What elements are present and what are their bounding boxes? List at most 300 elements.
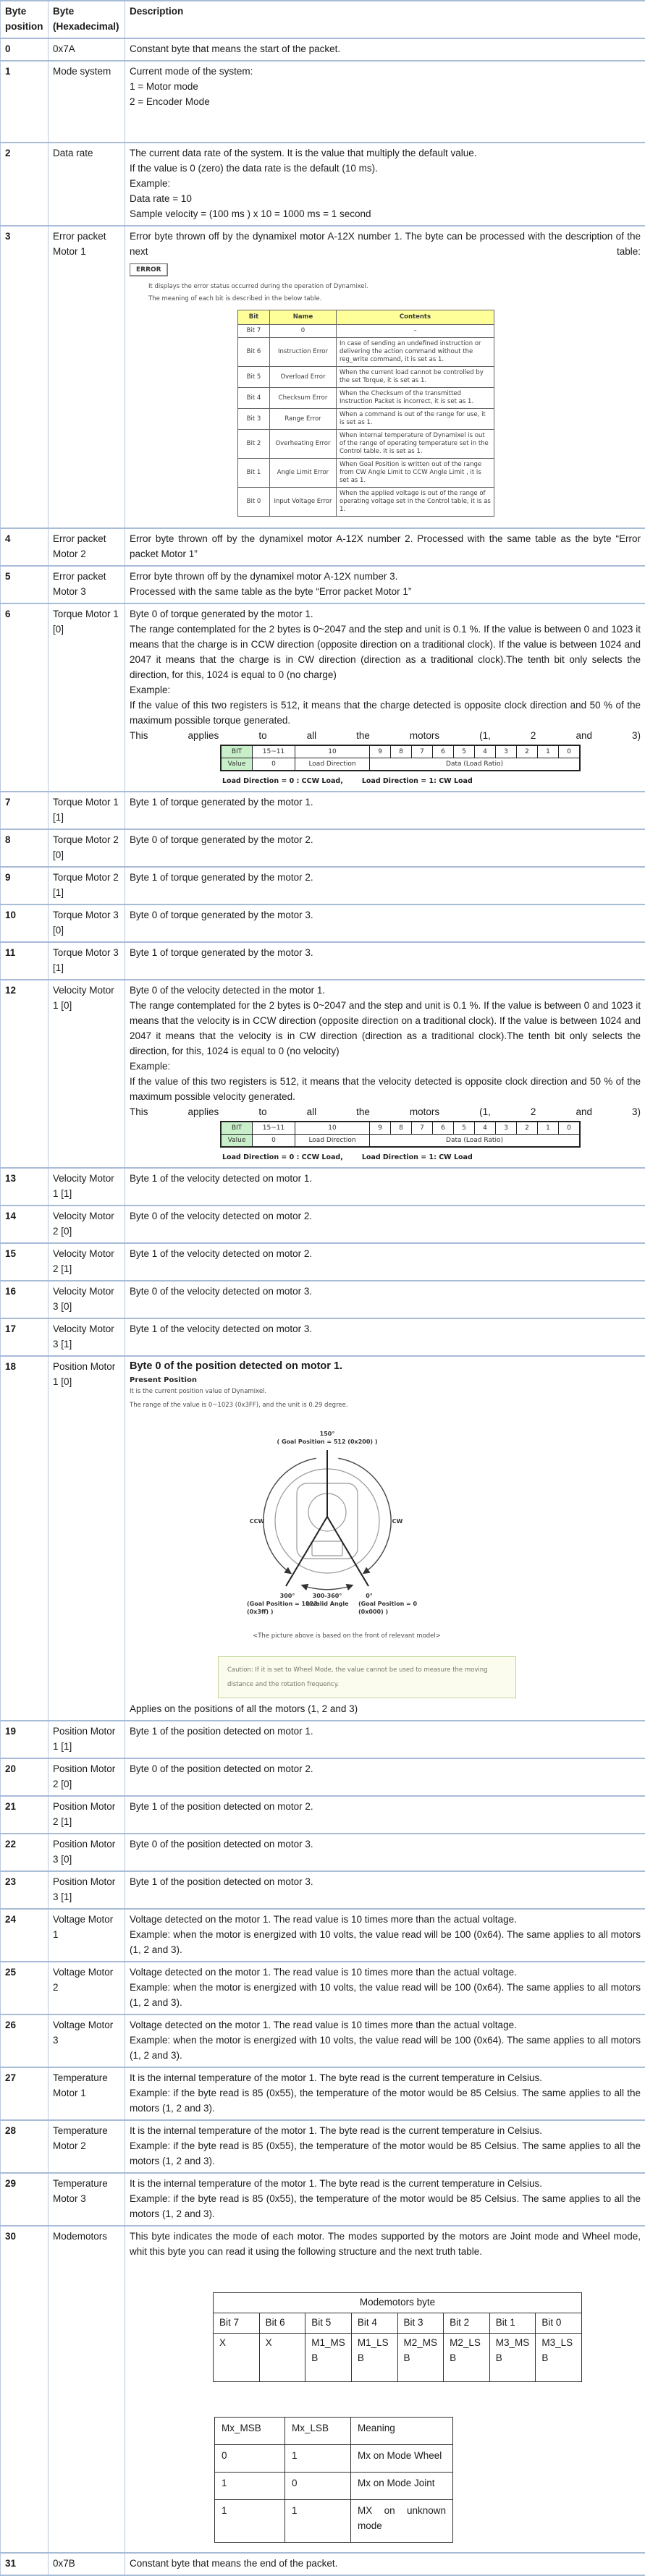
byte-position: 28 — [1, 2120, 49, 2173]
error-row — [238, 325, 494, 338]
cell: 0 — [253, 758, 295, 771]
table-row — [1, 61, 645, 143]
byte-description — [125, 829, 645, 867]
byte-position: 18 — [1, 1356, 49, 1721]
desc-line: If the value of this two registers is 512, it means that the charge detected is opposite clock direction and 50 % of the maximum possible torque generated. — [130, 698, 641, 728]
byte-description — [125, 1281, 645, 1318]
desc-line: If the value is 0 (zero) the data rate is the default (10 ms). — [130, 161, 641, 176]
cell: Bit 4 — [238, 388, 270, 409]
velocity-bit-register-table — [220, 1121, 581, 1148]
desc-line: This applies to all the motors (1, 2 and 3) — [130, 1104, 641, 1119]
desc-line: Voltage detected on the motor 1. The read value is 10 times more than the actual voltage. — [130, 1965, 641, 1980]
error-button: ERROR — [130, 263, 168, 276]
caution-box: Caution: If it is set to Wheel Mode, the value cannot be used to measure the moving distance and the rotation frequency. — [218, 1656, 516, 1698]
cell: Bit 0 — [536, 2313, 582, 2334]
cell: 0 — [285, 2473, 351, 2500]
cell: M1_MSB — [305, 2334, 352, 2382]
table-row — [1, 1721, 645, 1758]
byte-position: 16 — [1, 1281, 49, 1318]
desc-line: 2 = Encoder Mode — [130, 94, 641, 109]
byte-position: 7 — [1, 792, 49, 829]
cell: 1 — [215, 2500, 285, 2543]
present-position-line: The range of the value is 0~1023 (0x3FF), and the unit is 0.29 degree. — [130, 1402, 641, 1410]
byte-position: 27 — [1, 2067, 49, 2120]
byte-position: 5 — [1, 566, 49, 603]
table-row — [1, 2067, 645, 2120]
byte-position: 6 — [1, 603, 49, 792]
cell: Bit 1 — [489, 2313, 536, 2334]
byte-description — [125, 528, 645, 566]
byte-position: 10 — [1, 904, 49, 942]
desc-line: Byte 0 of the position detected on motor 1. — [130, 1359, 641, 1374]
cell: 10 — [295, 745, 370, 758]
byte-name: Torque Motor 2 [1] — [49, 867, 125, 904]
cell: Bit 1 — [238, 459, 270, 488]
table-row — [1, 1281, 645, 1318]
desc-line: Example: — [130, 682, 641, 698]
torque-bit-register-table — [220, 745, 581, 771]
byte-name: Position Motor 1 [1] — [49, 1721, 125, 1758]
desc-line: Example: if the byte read is 85 (0x55), the temperature of the motor would be 85 Celsius. The same applies to all the motors (1, 2 and 3). — [130, 2085, 641, 2116]
label-300deg: 300° — [280, 1593, 295, 1599]
byte-name: Position Motor 2 [0] — [49, 1758, 125, 1796]
cell: When a command is out of the range for use, it is set as 1. — [337, 409, 494, 430]
figure-caption: <The picture above is based on the front of relevant model> — [173, 1632, 520, 1640]
desc-line: Byte 0 of torque generated by the motor 3. — [130, 907, 641, 923]
cell: X — [259, 2334, 305, 2382]
table-row — [1, 1206, 645, 1243]
byte-description — [125, 942, 645, 980]
table-row — [1, 867, 645, 904]
desc-line: It is the internal temperature of the motor 1. The byte read is the current temperature in Celsius. — [130, 2070, 641, 2085]
cell: 1 — [538, 745, 559, 758]
bit-row — [221, 1122, 580, 1135]
cell: 0 — [215, 2445, 285, 2473]
byte-position: 21 — [1, 1796, 49, 1834]
truth-row — [215, 2500, 453, 2543]
table-row — [1, 792, 645, 829]
byte-description — [125, 1318, 645, 1356]
cell: Checksum Error — [270, 388, 337, 409]
byte-name: Error packet Motor 2 — [49, 528, 125, 566]
desc-line: Constant byte that means the start of the packet. — [130, 41, 641, 56]
desc-line: Byte 1 of the position detected on motor 1. — [130, 1724, 641, 1739]
byte-name: Position Motor 3 [0] — [49, 1834, 125, 1871]
cell: Bit 3 — [397, 2313, 444, 2334]
byte-name: Voltage Motor 1 — [49, 1909, 125, 1962]
desc-line: Example: when the motor is energized with 10 volts, the value read will be 100 (0x64). The same applies to all motors (1, 2 and 3). — [130, 1980, 641, 2010]
byte-position: 13 — [1, 1168, 49, 1206]
error-caption: It displays the error status occurred during the operation of Dynamixel. — [148, 282, 641, 292]
byte-description — [125, 2173, 645, 2226]
col-header-byte-hex: Byte (Hexadecimal) — [49, 1, 125, 38]
table-row — [1, 1962, 645, 2014]
cell: Bit 5 — [305, 2313, 352, 2334]
byte-name: Voltage Motor 3 — [49, 2014, 125, 2067]
label-ccw: CCW — [250, 1518, 265, 1525]
byte-position: 15 — [1, 1243, 49, 1281]
byte-name: Modemotors — [49, 2226, 125, 2553]
error-row — [238, 488, 494, 517]
byte-description — [125, 1962, 645, 2014]
byte-description — [125, 61, 645, 143]
cell: Bit 4 — [351, 2313, 397, 2334]
byte-position: 3 — [1, 226, 49, 528]
cell: 0 — [253, 1135, 295, 1148]
desc-line: Byte 0 of the position detected on motor 2. — [130, 1761, 641, 1776]
cell: 7 — [412, 745, 433, 758]
byte-position: 25 — [1, 1962, 49, 2014]
byte-description — [125, 1721, 645, 1758]
desc-line: Example: if the byte read is 85 (0x55), the temperature of the motor would be 85 Celsius. The same applies to all the motors (1, 2 and 3). — [130, 2138, 641, 2169]
cell: 7 — [412, 1122, 433, 1135]
desc-line: Byte 0 of the position detected on motor 3. — [130, 1836, 641, 1852]
table-row — [1, 1909, 645, 1962]
desc-line: Byte 0 of the velocity detected on motor 3. — [130, 1284, 641, 1299]
cell: 2 — [517, 1122, 538, 1135]
byte-name: Torque Motor 3 [0] — [49, 904, 125, 942]
cell: 0 — [559, 745, 581, 758]
present-position-title: Present Position — [130, 1376, 641, 1385]
table-row — [1, 980, 645, 1168]
byte-name: Position Motor 3 [1] — [49, 1871, 125, 1909]
byte-description — [125, 143, 645, 226]
label-goal-512: ( Goal Position = 512 (0x200) ) — [277, 1439, 378, 1445]
error-row — [238, 367, 494, 388]
desc-line: Data rate = 10 — [130, 191, 641, 206]
cell: 15~11 — [253, 745, 295, 758]
desc-line: Error byte thrown off by the dynamixel motor A-12X number 1. The byte can be processed with the description of the next table: — [130, 229, 641, 259]
byte-description — [125, 904, 645, 942]
byte-name: 0x7A — [49, 38, 125, 61]
byte-name: Temperature Motor 3 — [49, 2173, 125, 2226]
cell: 1 — [215, 2473, 285, 2500]
desc-line: It is the internal temperature of the motor 1. The byte read is the current temperature in Celsius. — [130, 2176, 641, 2191]
cell: 5 — [454, 745, 475, 758]
desc-line: Sample velocity = (100 ms ) x 10 = 1000 ms = 1 second — [130, 206, 641, 221]
truth-row — [215, 2445, 453, 2473]
cell: X — [214, 2334, 260, 2382]
cell: 5 — [454, 1122, 475, 1135]
label-goal-1023: (Goal Position = 1023 — [247, 1601, 318, 1607]
mm-title-row — [214, 2293, 582, 2313]
desc-line: Byte 1 of the position detected on motor 3. — [130, 1874, 641, 1889]
table-row — [1, 1796, 645, 1834]
desc-line: This applies to all the motors (1, 2 and 3) — [130, 728, 641, 743]
desc-line: Byte 1 of torque generated by the motor 1. — [130, 795, 641, 810]
byte-name: Mode system — [49, 61, 125, 143]
desc-line: Byte 1 of the velocity detected on motor 1. — [130, 1171, 641, 1186]
cell: Bit 6 — [238, 338, 270, 367]
label-goal-0: (Goal Position = 0 — [358, 1601, 418, 1607]
byte-position: 4 — [1, 528, 49, 566]
desc-line: 1 = Motor mode — [130, 79, 641, 94]
table-row — [1, 1871, 645, 1909]
cell: M3_MSB — [489, 2334, 536, 2382]
byte-name: Velocity Motor 1 [1] — [49, 1168, 125, 1206]
desc-line: Example: — [130, 1059, 641, 1074]
table-row — [1, 1758, 645, 1796]
byte-position: 0 — [1, 38, 49, 61]
byte-description — [125, 1871, 645, 1909]
cell: 9 — [370, 1122, 391, 1135]
byte-name: Error packet Motor 3 — [49, 566, 125, 603]
cell: Load Direction — [295, 758, 370, 771]
cell: Modemotors byte — [214, 2293, 582, 2313]
byte-name: Torque Motor 2 [0] — [49, 829, 125, 867]
byte-name: 0x7B — [49, 2553, 125, 2575]
byte-name: Velocity Motor 3 [0] — [49, 1281, 125, 1318]
byte-name: Error packet Motor 1 — [49, 226, 125, 528]
cell: Bit 2 — [238, 430, 270, 459]
byte-name: Voltage Motor 2 — [49, 1962, 125, 2014]
cell: M2_LSB — [444, 2334, 490, 2382]
cell: M1_LSB — [351, 2334, 397, 2382]
byte-name: Torque Motor 3 [1] — [49, 942, 125, 980]
cell: Load Direction — [295, 1135, 370, 1148]
servo-position-diagram — [215, 1428, 447, 1618]
cell: Data (Load Ratio) — [370, 1135, 581, 1148]
table-row — [1, 1834, 645, 1871]
table-row — [1, 1356, 645, 1721]
byte-position: 14 — [1, 1206, 49, 1243]
desc-line: Error byte thrown off by the dynamixel motor A-12X number 3. — [130, 569, 641, 584]
modemotors-byte-table — [213, 2292, 582, 2382]
byte-name: Velocity Motor 2 [1] — [49, 1243, 125, 1281]
cell: 2 — [517, 745, 538, 758]
byte-description — [125, 1758, 645, 1796]
table-row — [1, 1318, 645, 1356]
error-caption: The meaning of each bit is described in the below table. — [148, 295, 641, 304]
desc-line: Example: when the motor is energized with 10 volts, the value read will be 100 (0x64). The same applies to all motors (1, 2 and 3). — [130, 1927, 641, 1957]
label-0x3ff: (0x3ff) ) — [247, 1609, 274, 1615]
cell: Bit 3 — [238, 409, 270, 430]
desc-line: Voltage detected on the motor 1. The read value is 10 times more than the actual voltage. — [130, 1912, 641, 1927]
byte-description — [125, 603, 645, 792]
byte-description — [125, 1909, 645, 1962]
byte-name: Position Motor 2 [1] — [49, 1796, 125, 1834]
cell: 3 — [496, 1122, 517, 1135]
label-invalid-range: 300-360° — [313, 1593, 342, 1599]
cell: Overload Error — [270, 367, 337, 388]
cell: Name — [270, 310, 337, 325]
cell: 4 — [475, 1122, 496, 1135]
error-row — [238, 338, 494, 367]
cell: M3_LSB — [536, 2334, 582, 2382]
byte-position: 1 — [1, 61, 49, 143]
byte-description — [125, 1796, 645, 1834]
byte-position: 2 — [1, 143, 49, 226]
value-row — [221, 1135, 580, 1148]
desc-line: Current mode of the system: — [130, 64, 641, 79]
truth-header-row — [215, 2418, 453, 2445]
byte-description — [125, 226, 645, 528]
table-row — [1, 528, 645, 566]
cell: Meaning — [351, 2418, 453, 2445]
byte-description — [125, 2226, 645, 2553]
label-0deg: 0° — [366, 1593, 373, 1599]
byte-description — [125, 1243, 645, 1281]
byte-description — [125, 867, 645, 904]
cell: Bit 5 — [238, 367, 270, 388]
desc-line: Byte 1 of the velocity detected on motor 3. — [130, 1321, 641, 1336]
cell: Mx_LSB — [285, 2418, 351, 2445]
byte-name: Temperature Motor 2 — [49, 2120, 125, 2173]
cell: 0 — [270, 325, 337, 338]
cell: 9 — [370, 745, 391, 758]
desc-line: If the value of this two registers is 512, it means that the velocity detected is opposite clock direction and 50 % of the maximum possible velocity generated. — [130, 1074, 641, 1104]
byte-name: Velocity Motor 2 [0] — [49, 1206, 125, 1243]
mm-bits-row — [214, 2313, 582, 2334]
label-invalid-angle: Invalid Angle — [305, 1601, 349, 1607]
desc-line: Byte 0 of the velocity detected on motor 2. — [130, 1208, 641, 1224]
error-header-row — [238, 310, 494, 325]
table-row — [1, 1243, 645, 1281]
cell: 8 — [391, 745, 412, 758]
mm-values-row — [214, 2334, 582, 2382]
cell: 0 — [559, 1122, 581, 1135]
error-bits-table — [237, 310, 494, 517]
error-row — [238, 409, 494, 430]
table-row — [1, 603, 645, 792]
spacer — [130, 109, 641, 138]
desc-line: Example: — [130, 176, 641, 191]
byte-name: Position Motor 1 [0] — [49, 1356, 125, 1721]
cell: 10 — [295, 1122, 370, 1135]
byte-name: Velocity Motor 3 [1] — [49, 1318, 125, 1356]
desc-line: Byte 1 of torque generated by the motor 3. — [130, 945, 641, 960]
cell: BIT — [221, 1122, 253, 1135]
error-row — [238, 388, 494, 409]
cell: M2_MSB — [397, 2334, 444, 2382]
desc-line: Example: if the byte read is 85 (0x55), the temperature of the motor would be 85 Celsius. The same applies to all the motors (1, 2 and 3). — [130, 2191, 641, 2221]
cell: 1 — [538, 1122, 559, 1135]
cell: BIT — [221, 745, 253, 758]
present-position-line: It is the current position value of Dynamixel. — [130, 1388, 641, 1396]
cell: When the applied voltage is out of the range of operating voltage set in the Control table, it is as 1. — [337, 488, 494, 517]
cell: When the current load cannot be controlled by the set Torque, it is set as 1. — [337, 367, 494, 388]
cell: Value — [221, 1135, 253, 1148]
cell: Bit 6 — [259, 2313, 305, 2334]
byte-description — [125, 1206, 645, 1243]
byte-description — [125, 980, 645, 1168]
label-150deg: 150° — [320, 1431, 335, 1437]
cell: – — [337, 325, 494, 338]
table-row — [1, 1168, 645, 1206]
byte-position: 11 — [1, 942, 49, 980]
cell: 6 — [433, 745, 454, 758]
cell: Bit 2 — [444, 2313, 490, 2334]
cell: 4 — [475, 745, 496, 758]
cell: Bit 7 — [238, 325, 270, 338]
table-row — [1, 829, 645, 867]
desc-line: Constant byte that means the end of the packet. — [130, 2556, 641, 2571]
angle-lines — [286, 1450, 368, 1586]
cell: Overheating Error — [270, 430, 337, 459]
desc-line: Voltage detected on the motor 1. The read value is 10 times more than the actual voltage. — [130, 2017, 641, 2033]
desc-line: Error byte thrown off by the dynamixel motor A-12X number 2. Processed with the same table as the byte “Error packet Motor 1” — [130, 531, 641, 562]
desc-line: Processed with the same table as the byte “Error packet Motor 1” — [130, 584, 641, 599]
col-header-byte-position: Byte position — [1, 1, 49, 38]
byte-description — [125, 2067, 645, 2120]
cell: 1 — [285, 2500, 351, 2543]
table-row — [1, 38, 645, 61]
byte-position: 29 — [1, 2173, 49, 2226]
byte-description — [125, 566, 645, 603]
cell: Mx_MSB — [215, 2418, 285, 2445]
table-row — [1, 2553, 645, 2575]
table-row — [1, 143, 645, 226]
desc-line: Example: when the motor is energized with 10 volts, the value read will be 100 (0x64). The same applies to all motors (1, 2 and 3). — [130, 2033, 641, 2063]
table-row — [1, 904, 645, 942]
error-row — [238, 459, 494, 488]
desc-line: Byte 0 of the velocity detected in the motor 1. — [130, 983, 641, 998]
byte-position: 12 — [1, 980, 49, 1168]
desc-line: Byte 0 of torque generated by the motor 1. — [130, 606, 641, 622]
desc-line: It is the internal temperature of the motor 1. The byte read is the current temperature in Celsius. — [130, 2123, 641, 2138]
desc-line: The range contemplated for the 2 bytes is 0~2047 and the step and unit is 0.1 %. If the value is between 0 and 1023 it means that the charge is in CCW direction (opposite direction on a traditional clock). If the value is between 1024 and 2047 it means that the charge is in CW direction (direction as a traditional clock).The tenth bit only selects the direction, for this, 1024 is equal to 0 (no charge) — [130, 622, 641, 682]
byte-description — [125, 1834, 645, 1871]
header-row — [1, 1, 645, 38]
cell: When Goal Position is written out of the range from CW Angle Limit to CCW Angle Limit , it is set as 1. — [337, 459, 494, 488]
cell: Bit — [238, 310, 270, 325]
cell: Angle Limit Error — [270, 459, 337, 488]
desc-line: The current data rate of the system. It is the value that multiply the default value. — [130, 145, 641, 161]
label-cw: CW — [392, 1518, 403, 1525]
cell: 6 — [433, 1122, 454, 1135]
byte-name: Torque Motor 1 [1] — [49, 792, 125, 829]
table-row — [1, 2226, 645, 2553]
cell: In case of sending an undefined instruction or delivering the action command without the reg_write command, it is set as 1. — [337, 338, 494, 367]
cell: When the Checksum of the transmitted Instruction Packet is incorrect, it is set as 1. — [337, 388, 494, 409]
cell: Mx on Mode Joint — [351, 2473, 453, 2500]
byte-description — [125, 1356, 645, 1721]
error-row — [238, 430, 494, 459]
byte-description — [125, 2553, 645, 2575]
byte-position: 22 — [1, 1834, 49, 1871]
cell: Value — [221, 758, 253, 771]
table-row — [1, 566, 645, 603]
desc-line: The range contemplated for the 2 bytes is 0~2047 and the step and unit is 0.1 %. If the value is between 0 and 1023 it means that the velocity is in CCW direction (opposite direction on a traditional clock). If the value is between 1024 and 2047 it means that the velocity is in CW direction (direction as a traditional clock).The tenth bit only selects the direction, for this, 1024 is equal to 0 (no velocity) — [130, 998, 641, 1059]
truth-row — [215, 2473, 453, 2500]
byte-description — [125, 1168, 645, 1206]
cell: Instruction Error — [270, 338, 337, 367]
byte-position: 9 — [1, 867, 49, 904]
label-0x000: (0x000) ) — [358, 1609, 388, 1615]
byte-position: 17 — [1, 1318, 49, 1356]
byte-name: Temperature Motor 1 — [49, 2067, 125, 2120]
load-direction-note: Load Direction = 0 : CCW Load, Load Direction = 1: CW Load — [222, 1153, 641, 1162]
byte-position: 24 — [1, 1909, 49, 1962]
col-header-description: Description — [125, 1, 645, 38]
table-row — [1, 226, 645, 528]
byte-position: 31 — [1, 2553, 49, 2575]
cell: 3 — [496, 745, 517, 758]
cell: Mx on Mode Wheel — [351, 2445, 453, 2473]
table-row — [1, 2014, 645, 2067]
cell: Bit 7 — [214, 2313, 260, 2334]
table-row — [1, 942, 645, 980]
byte-name: Data rate — [49, 143, 125, 226]
table-row — [1, 2120, 645, 2173]
cell: MX on unknown mode — [351, 2500, 453, 2543]
desc-line: Byte 1 of torque generated by the motor 2. — [130, 870, 641, 885]
desc-line: Byte 1 of the velocity detected on motor 2. — [130, 1246, 641, 1261]
byte-position: 20 — [1, 1758, 49, 1796]
cell: Input Voltage Error — [270, 488, 337, 517]
byte-name: Velocity Motor 1 [0] — [49, 980, 125, 1168]
cell: 8 — [391, 1122, 412, 1135]
